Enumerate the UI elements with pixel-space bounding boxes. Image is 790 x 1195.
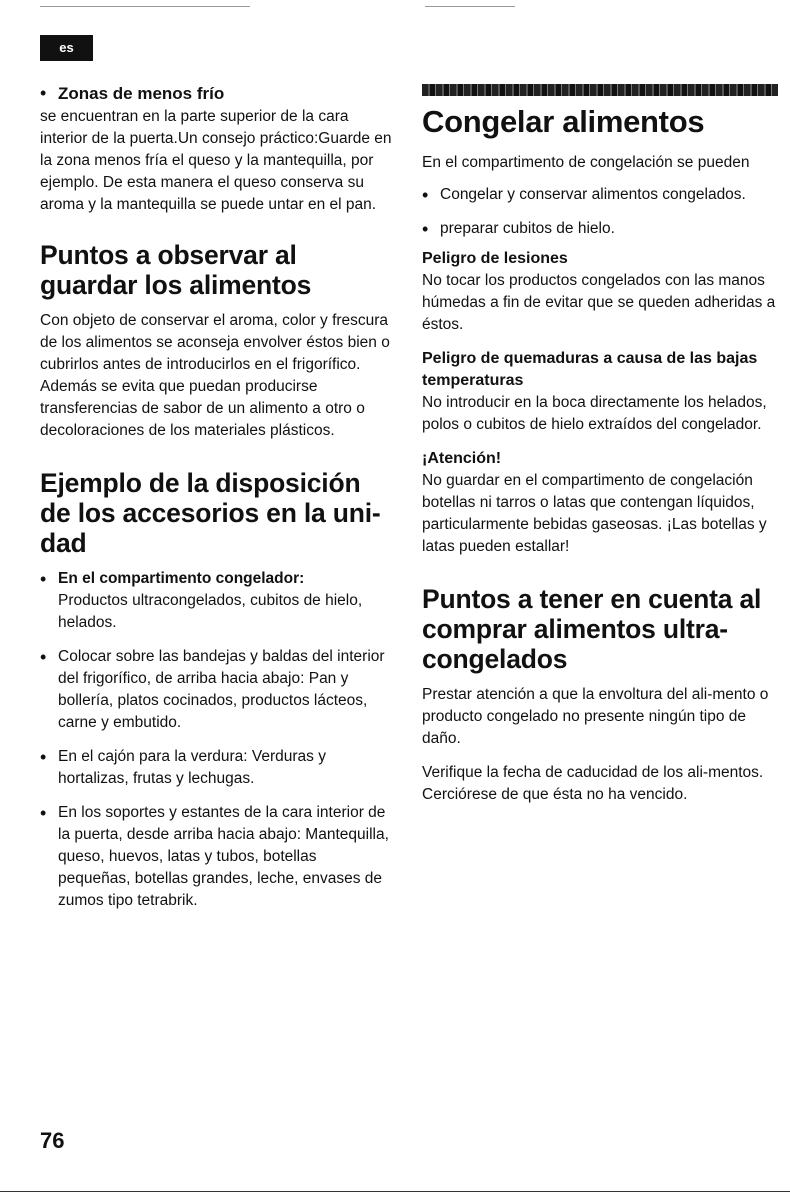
intro-text: se encuentran en la parte superior de la cara interior de la puerta.Un consejo práctico:Guarde en la zona menos fría el queso y la mantequilla, por ejemplo. De esta manera el queso conserva su aroma y la mantequilla se puede untar en el pan. [40,108,392,213]
section-header-bar [422,84,778,96]
list-item [40,82,392,106]
list-item [40,802,392,912]
list-item [422,184,778,206]
attention-heading: ¡Atención! [422,450,502,467]
store-paragraph: Con objeto de conservar el aroma, color y frescura de los alimentos se aconseja envolver éstos bien o cubrirlos antes de introducirlos en el frigorífico. Además se evita que puedan producirse transferencias de sabor de un alimento a otro o decoloraciones de los materiales plásticos. [40,312,390,439]
attention-text: No guardar en el compartimento de congelación botellas ni tarros o latas que contengan líquidos, particularmente bebidas gaseosas. ¡Las botellas y latas pueden estallar! [422,472,767,555]
language-badge: es [40,35,93,61]
layout-list [40,568,392,912]
warning-burn-heading: Peligro de quemaduras a causa de las bajas temperaturas [422,350,758,389]
top-rule [40,6,250,7]
page-number: 76 [40,1128,65,1153]
list-item-text: Congelar y conservar alimentos congelados. [440,186,746,203]
list-item [40,568,392,634]
warning-injury-text: No tocar los productos congelados con las manos húmedas a fin de evitar que se queden adheridas a éstos. [422,272,776,333]
freeze-intro: En el compartimento de congelación se pueden [422,154,750,171]
list-item-heading: • En el compartimento congelador: [58,570,305,587]
list-item-text: Colocar sobre las bandejas y baldas del interior del frigorífico, de arriba hacia abajo: Pan y bollería, platos cocinados, productos lácteos, carne y embutido. [58,648,385,731]
list-item-text: Productos ultracongelados, cubitos de hielo, helados. [58,592,363,631]
section-heading-freeze: Congelar alimentos [422,104,705,139]
section-heading-store: Puntos a observar al guardar los alimentos [40,240,312,300]
intro-list [40,82,392,106]
intro-heading: Zonas de menos frío [58,84,225,103]
warning-burn-text: No introducir en la boca directamente los helados, polos o cubitos de hielo extraídos del congelador. [422,394,767,433]
freeze-list [422,184,778,240]
buy-paragraph-1: Prestar atención a que la envoltura del ali-mento o producto congelado no presente ningún tipo de daño. [422,686,769,747]
right-column [422,84,778,806]
buy-paragraph-2: Verifique la fecha de caducidad de los ali-mentos. Cerciórese de que ésta no ha vencido. [422,764,764,803]
list-item-text: preparar cubitos de hielo. [440,220,615,237]
list-item [40,746,392,790]
footer-rule [0,1191,790,1192]
left-column [40,82,392,924]
warning-injury-heading: Peligro de lesiones [422,250,568,267]
list-item [422,218,778,240]
list-item [40,646,392,734]
section-heading-buy: Puntos a tener en cuenta al comprar alimentos ultra-congelados [422,584,762,674]
section-heading-layout: Ejemplo de la disposición de los accesorios en la uni-dad [40,468,381,558]
list-item-text: En el cajón para la verdura: Verduras y hortalizas, frutas y lechugas. [58,748,326,787]
top-rule [425,6,515,7]
list-item-text: En los soportes y estantes de la cara interior de la puerta, desde arriba hacia abajo: Mantequilla, queso, huevos, latas y tubos, botellas pequeñas, botellas grandes, leche, envases de zumos tipo tetrabrik. [58,804,389,909]
